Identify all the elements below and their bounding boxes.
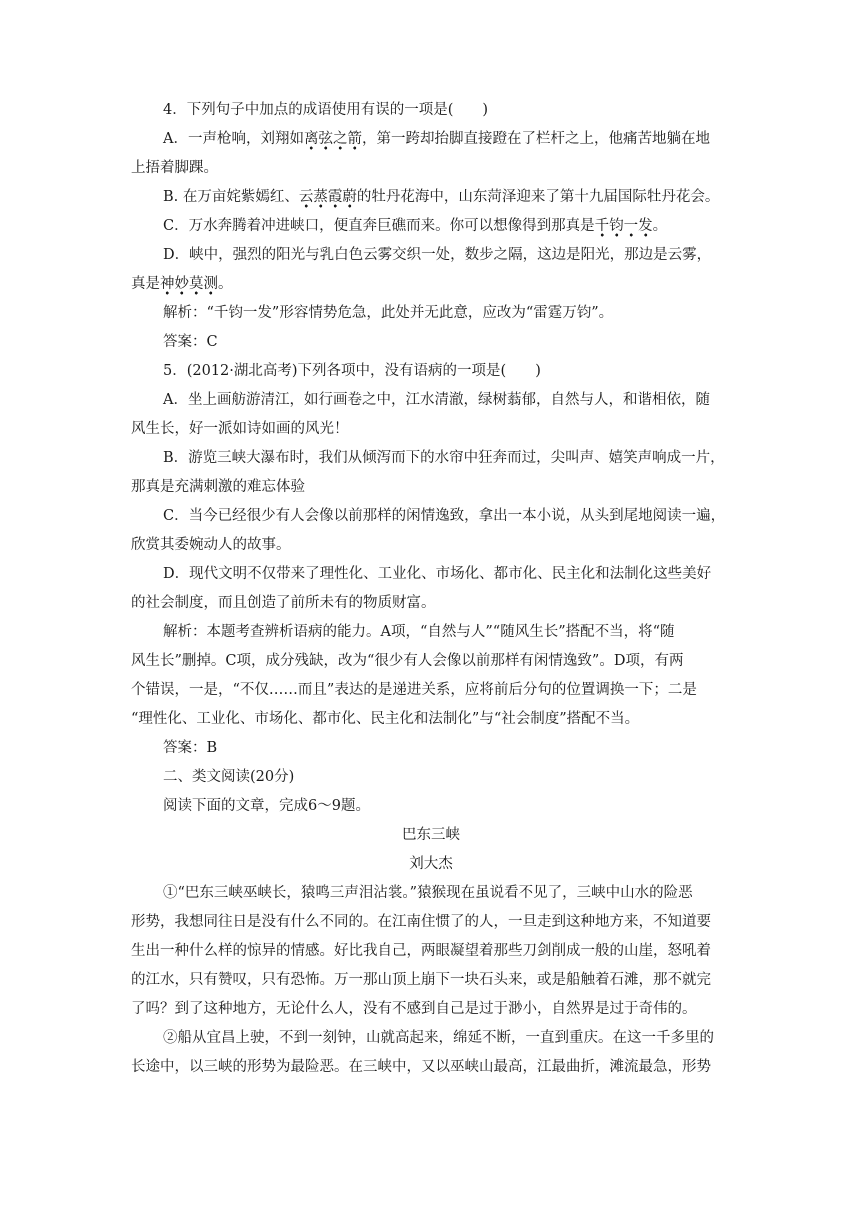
q4-analysis: 解析：“千钧一发”形容情势危急，此处并无此意，应改为“雷霆万钧”。 <box>163 305 614 321</box>
q4-option-d-text-2: 。 <box>218 276 233 292</box>
q4-option-d-cont <box>131 270 731 299</box>
article-p1-line1: ①“巴东三峡巫峡长，猿鸣三声泪沾裳。”猿猴现在虽说看不见了，三峡中山水的险恶 <box>163 885 693 901</box>
q4-option-a <box>131 125 731 154</box>
article-title: 巴东三峡 <box>402 827 460 843</box>
q5-stem: 5．(2012·湖北高考)下列各项中，没有语病的一项是( ) <box>163 363 541 379</box>
q4-answer: 答案：C <box>163 334 218 350</box>
section-heading: 二、类文阅读(20分) <box>163 769 295 785</box>
q4-option-a-cont: 上捂着脚踝。 <box>131 160 218 176</box>
article-p1-line3: 生出一种什么样的惊异的情感。好比我自己，两眼凝望着那些刀剑削成一般的山崖，怒吼着 <box>131 943 711 959</box>
document-content <box>131 96 731 1082</box>
q5-option-b-cont: 那真是充满刺激的难忘体验 <box>131 479 305 495</box>
q5-option-a-cont: 风生长，好一派如诗如画的风光！ <box>131 421 349 437</box>
article-p1-line2: 形势，我想同往日是没有什么不同的。在江南住惯了的人，一旦走到这种地方来，不知道要 <box>131 914 711 930</box>
q5-answer: 答案：B <box>163 740 218 756</box>
q4-option-c-text: C．万水奔腾着冲进峡口，便直奔巨礁而来。你可以想像得到那真是 <box>163 218 595 234</box>
q4-option-c-text-2: 。 <box>652 218 668 234</box>
q4-option-a-idiom: 离弦之箭 <box>304 131 362 151</box>
article-p1-line5: 了吗？到了这种地方，无论什么人，没有不感到自己是过于渺小，自然界是过于奇伟的。 <box>131 1001 697 1017</box>
q5-option-b: B．游览三峡大瀑布时，我们从倾泻而下的水帘中狂奔而过，尖叫声、嬉笑声响成一片， <box>163 450 725 466</box>
q4-stem: 4．下列句子中加点的成语使用有误的一项是( ) <box>163 102 489 118</box>
q5-analysis-3: 个错误，一是，“不仅……而且”表达的是递进关系，应将前后分句的位置调换一下；二是 <box>131 682 697 698</box>
q4-option-c <box>131 212 731 241</box>
q4-option-b-text-2: 的牡丹花海中，山东菏泽迎来了第十九届国际牡丹花会。 <box>356 189 720 205</box>
q5-option-c: C．当今已经很少有人会像以前那样的闲情逸致，拿出一本小说，从头到尾地阅读一遍， <box>163 508 726 524</box>
q4-option-b-text: B. 在万亩姹紫嫣红、 <box>163 189 299 205</box>
q4-option-d-text: 真是 <box>131 276 160 292</box>
q4-option-d-idiom: 神妙莫测 <box>160 276 218 296</box>
q5-analysis-2: 风生长”删掉。C项，成分残缺，改为“很少有人会像以前那样有闲情逸致”。D项，有两 <box>131 653 684 669</box>
section-instruction: 阅读下面的文章，完成6～9题。 <box>163 798 370 814</box>
article-p2-line2: 长途中，以三峡的形势为最险恶。在三峡中，又以巫峡山最高，江最曲折，滩流最急，形势 <box>131 1059 711 1075</box>
article-p1-line4: 的江水，只有赞叹，只有恐怖。万一那山顶上崩下一块石头来，或是船触着石滩，那不就完 <box>131 972 711 988</box>
q5-analysis-1: 解析：本题考查辨析语病的能力。A项，“自然与人”“随风生长”搭配不当，将“随 <box>163 624 675 640</box>
q5-analysis-4: “理性化、工业化、市场化、都市化、民主化和法制化”与“社会制度”搭配不当。 <box>131 711 640 727</box>
q5-option-d-cont: 的社会制度，而且创造了前所未有的物质财富。 <box>131 595 436 611</box>
q4-option-c-idiom: 千钧一发 <box>595 218 653 238</box>
q5-option-d: D．现代文明不仅带来了理性化、工业化、市场化、都市化、民主化和法制化这些美好 <box>163 566 712 582</box>
article-p2-line1: ②船从宜昌上驶，不到一刻钟，山就高起来，绵延不断，一直到重庆。在这一千多里的 <box>163 1030 714 1046</box>
q5-option-a: A．坐上画舫游清江，如行画卷之中，江水清澈，绿树蓊郁，自然与人，和谐相依，随 <box>163 392 710 408</box>
q4-option-b-idiom: 云蒸霞蔚 <box>299 189 357 209</box>
article-author: 刘大杰 <box>409 856 453 872</box>
q4-option-b <box>131 183 731 212</box>
q4-option-d: D．峡中，强烈的阳光与乳白色云雾交织一处，数步之隔，这边是阳光，那边是云雾， <box>163 247 712 263</box>
q4-option-a-text-2: ，第一跨却抬脚直接蹬在了栏杆之上，他痛苦地躺在地 <box>361 131 710 147</box>
q5-option-c-cont: 欣赏其委婉动人的故事。 <box>131 537 291 553</box>
q4-option-a-text: A．一声枪响，刘翔如 <box>163 131 304 147</box>
